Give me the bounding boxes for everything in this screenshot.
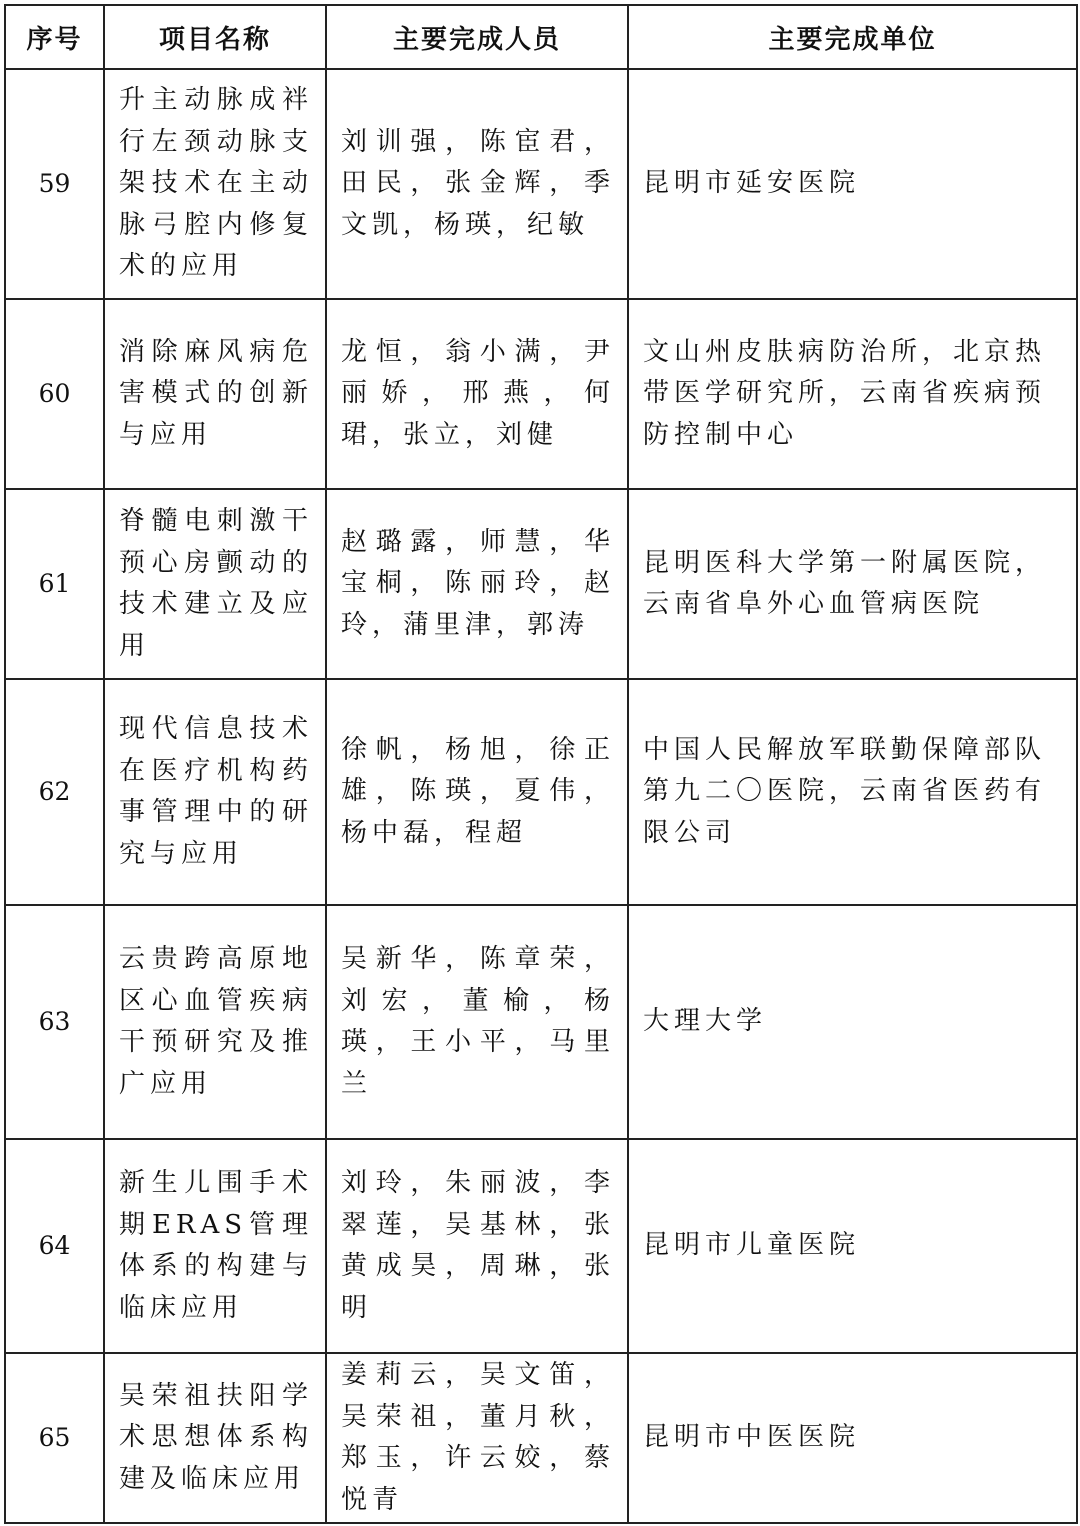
row-num: 59 bbox=[5, 69, 104, 299]
table-row bbox=[5, 1353, 1077, 1523]
main-personnel: 徐帆，杨旭，徐正雄，陈瑛，夏伟，杨中磊，程超 bbox=[326, 679, 628, 905]
main-personnel: 刘玲，朱丽波，李翠莲，吴基林，张黄成昊，周琳，张明 bbox=[326, 1139, 628, 1353]
project-name: 云贵跨高原地区心血管疾病干预研究及推广应用 bbox=[104, 905, 326, 1139]
awards-table bbox=[4, 4, 1078, 1524]
header-num: 序号 bbox=[5, 5, 104, 69]
project-name: 脊髓电刺激干预心房颤动的技术建立及应用 bbox=[104, 489, 326, 679]
main-unit: 中国人民解放军联勤保障部队第九二〇医院，云南省医药有限公司 bbox=[628, 679, 1077, 905]
row-num: 60 bbox=[5, 299, 104, 489]
table-row bbox=[5, 299, 1077, 489]
header-project-name: 项目名称 bbox=[104, 5, 326, 69]
main-personnel: 赵璐露，师慧，华宝桐，陈丽玲，赵玲，蒲里津，郭涛 bbox=[326, 489, 628, 679]
header-main-unit: 主要完成单位 bbox=[628, 5, 1077, 69]
main-personnel: 刘训强，陈宦君，田民，张金辉，季文凯，杨瑛，纪敏 bbox=[326, 69, 628, 299]
header-row bbox=[5, 5, 1077, 69]
table-row bbox=[5, 489, 1077, 679]
header-main-personnel: 主要完成人员 bbox=[326, 5, 628, 69]
main-personnel: 吴新华，陈章荣，刘宏，董榆，杨瑛，王小平，马里兰 bbox=[326, 905, 628, 1139]
row-num: 63 bbox=[5, 905, 104, 1139]
main-unit: 文山州皮肤病防治所，北京热带医学研究所，云南省疾病预防控制中心 bbox=[628, 299, 1077, 489]
main-personnel: 龙恒，翁小满，尹丽娇，邢燕，何珺，张立，刘健 bbox=[326, 299, 628, 489]
row-num: 64 bbox=[5, 1139, 104, 1353]
main-unit: 昆明市中医医院 bbox=[628, 1353, 1077, 1523]
main-unit: 大理大学 bbox=[628, 905, 1077, 1139]
main-personnel: 姜莉云，吴文笛，吴荣祖，董月秋，郑玉，许云姣，蔡悦青 bbox=[326, 1353, 628, 1523]
table-row bbox=[5, 1139, 1077, 1353]
table-row bbox=[5, 905, 1077, 1139]
row-num: 61 bbox=[5, 489, 104, 679]
main-unit: 昆明市延安医院 bbox=[628, 69, 1077, 299]
row-num: 65 bbox=[5, 1353, 104, 1523]
project-name: 消除麻风病危害模式的创新与应用 bbox=[104, 299, 326, 489]
table-row bbox=[5, 69, 1077, 299]
project-name: 升主动脉成袢行左颈动脉支架技术在主动脉弓腔内修复术的应用 bbox=[104, 69, 326, 299]
project-name: 吴荣祖扶阳学术思想体系构建及临床应用 bbox=[104, 1353, 326, 1523]
table-row bbox=[5, 679, 1077, 905]
main-unit: 昆明市儿童医院 bbox=[628, 1139, 1077, 1353]
main-unit: 昆明医科大学第一附属医院，云南省阜外心血管病医院 bbox=[628, 489, 1077, 679]
project-name: 新生儿围手术期ERAS管理体系的构建与临床应用 bbox=[104, 1139, 326, 1353]
project-name: 现代信息技术在医疗机构药事管理中的研究与应用 bbox=[104, 679, 326, 905]
row-num: 62 bbox=[5, 679, 104, 905]
